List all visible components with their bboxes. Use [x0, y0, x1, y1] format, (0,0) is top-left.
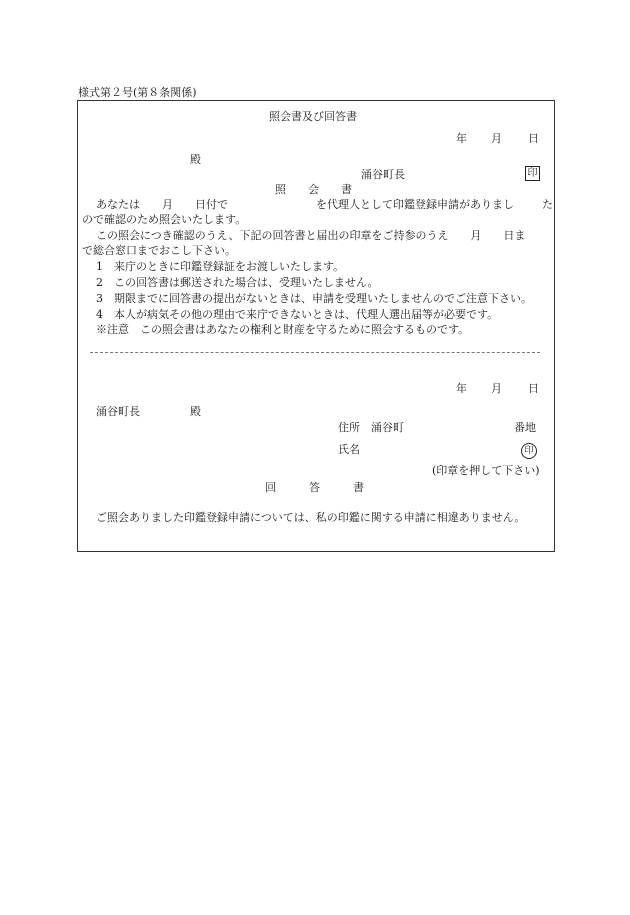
seal-round-icon: 印 [521, 443, 537, 459]
date-day-label: 日 [528, 132, 539, 145]
reply-heading: 回 答 書 [265, 481, 364, 494]
paragraph-1-line-2: た [542, 198, 553, 211]
paragraph-2-line-2: で総合窓口までおこし下さい。 [82, 244, 236, 257]
date-day-label: 日 [528, 382, 539, 395]
date-month-label: 月 [491, 132, 502, 145]
cut-line-divider [90, 352, 540, 353]
form-label: 様式第２号(第８条関係) [78, 86, 197, 99]
banchi-label: 番地 [514, 421, 536, 434]
date-year-label: 年 [456, 382, 467, 395]
caution-note: ※注意 この照会書はあなたの権利と財産を守るために照会するものです。 [96, 323, 470, 336]
list-item: 4 本人が病気その他の理由で来庁できないときは、代理人選出届等が必要です。 [96, 308, 499, 321]
list-item: 1 来庁のときに印鑑登録証をお渡しいたします。 [96, 260, 345, 273]
inquiry-heading: 照 会 書 [275, 183, 352, 196]
seal-square-icon: 印 [525, 166, 540, 181]
list-item: 2 この回答書は郵送された場合は、受理いたしません。 [96, 276, 379, 289]
name-label: 氏名 [338, 443, 360, 456]
date-year-label: 年 [456, 132, 467, 145]
recipient-honorific: 殿 [190, 405, 201, 418]
doc-title: 照会書及び回答書 [269, 110, 357, 123]
seal-instruction: (印章を押して下さい) [432, 464, 540, 477]
issuer-name: 涌谷町長 [361, 168, 405, 181]
address-label: 住所 涌谷町 [338, 421, 404, 434]
reply-statement: ご照会ありました印鑑登録申請については、私の印鑑に関する申請に相違ありません。 [96, 511, 526, 524]
date-month-label: 月 [491, 382, 502, 395]
addressee-honorific: 殿 [190, 153, 201, 166]
paragraph-2-line-1: この照会につき確認のうえ、下記の回答書と届出の印章をご持参のうえ 月 日ま [96, 229, 526, 242]
recipient-mayor: 涌谷町長 [96, 405, 140, 418]
list-item: 3 期限までに回答書の提出がないときは、申請を受理いたしませんのでご注意下さい。 [96, 292, 532, 305]
paragraph-1-line-1: あなたは 月 日付で を代理人として印鑑登録申請がありまし [96, 198, 514, 211]
paragraph-1-line-3: ので確認のため照会いたします。 [82, 213, 247, 226]
